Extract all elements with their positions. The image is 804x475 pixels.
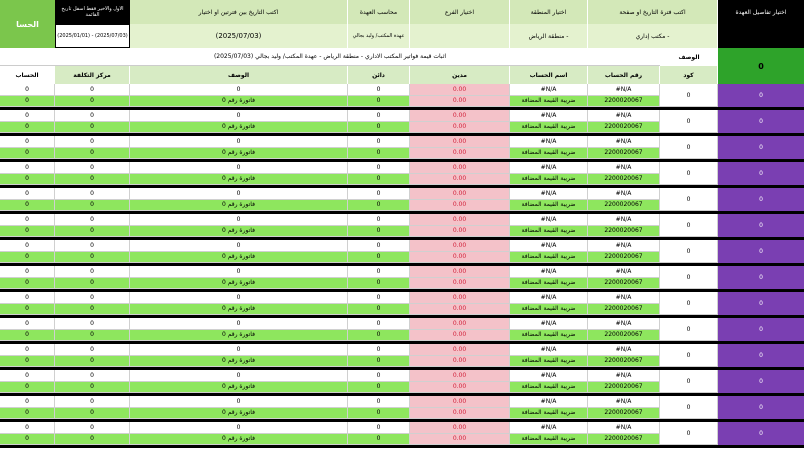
cell-account[interactable]: 0 <box>0 214 55 226</box>
cell-credit[interactable]: 0 <box>348 110 410 122</box>
cell-cost-center[interactable]: 0 <box>55 226 130 238</box>
cell-account[interactable]: 0 <box>0 330 55 342</box>
cell-account[interactable]: 0 <box>0 408 55 420</box>
cell-description[interactable]: 0 <box>130 136 348 148</box>
cell-credit[interactable]: 0 <box>348 278 410 290</box>
data-table-body <box>0 84 804 475</box>
cell-cost-center[interactable]: 0 <box>55 200 130 212</box>
cell-debit[interactable]: 0.00 <box>410 434 510 446</box>
cell-account[interactable]: 0 <box>0 382 55 394</box>
group-side-cell: 0 <box>718 422 804 445</box>
cell-code[interactable]: 0 <box>660 344 718 367</box>
cell-account-no[interactable]: #N/A <box>588 214 660 226</box>
cell-account[interactable]: 0 <box>0 292 55 304</box>
cell-account[interactable]: 0 <box>0 278 55 290</box>
header-title-date-range: اكتب التاريخ بين فترتين او اختيار <box>130 0 348 24</box>
cell-credit[interactable]: 0 <box>348 292 410 304</box>
cell-description[interactable]: فاتورة رقم 0 <box>130 408 348 420</box>
cell-credit[interactable]: 0 <box>348 382 410 394</box>
group-side-cell: 0 <box>718 344 804 367</box>
cell-credit[interactable]: 0 <box>348 318 410 330</box>
cell-account-name[interactable]: #N/A <box>510 370 588 382</box>
cell-description[interactable]: 0 <box>130 214 348 226</box>
cell-account-name[interactable]: #N/A <box>510 136 588 148</box>
cell-description[interactable]: 0 <box>130 240 348 252</box>
cell-credit[interactable]: 0 <box>348 200 410 212</box>
cell-credit[interactable]: 0 <box>348 162 410 174</box>
cell-credit[interactable]: 0 <box>348 422 410 434</box>
cell-code[interactable]: 0 <box>660 110 718 133</box>
cell-account[interactable]: 0 <box>0 434 55 446</box>
header-title-date-page: اكتب فترة التاريخ او صفحة <box>588 0 718 24</box>
header-value-date-range[interactable]: (2025/07/03) <box>130 24 348 48</box>
cell-account-name[interactable]: #N/A <box>510 396 588 408</box>
col-header-cost-center: مركز التكلفة <box>55 66 130 84</box>
cell-debit[interactable]: 0.00 <box>410 136 510 148</box>
cell-debit[interactable]: 0.00 <box>410 330 510 342</box>
cell-code[interactable]: 0 <box>660 214 718 237</box>
cell-account[interactable]: 0 <box>0 200 55 212</box>
cell-cost-center[interactable]: 0 <box>55 304 130 316</box>
cell-cost-center[interactable]: 0 <box>55 188 130 200</box>
cell-debit[interactable]: 0.00 <box>410 200 510 212</box>
cell-account-name[interactable]: #N/A <box>510 344 588 356</box>
cell-description[interactable]: 0 <box>130 422 348 434</box>
cell-debit[interactable]: 0.00 <box>410 214 510 226</box>
cell-cost-center[interactable]: 0 <box>55 162 130 174</box>
cell-description[interactable]: فاتورة رقم 0 <box>130 434 348 446</box>
cell-cost-center[interactable]: 0 <box>55 214 130 226</box>
group-side-cell: 0 <box>718 292 804 315</box>
cell-debit[interactable]: 0.00 <box>410 408 510 420</box>
col-header-code: كود <box>660 66 718 84</box>
cell-account-name[interactable]: ضريبة القيمة المضافة <box>510 226 588 238</box>
cell-credit[interactable]: 0 <box>348 252 410 264</box>
cell-cost-center[interactable]: 0 <box>55 318 130 330</box>
cell-credit[interactable]: 0 <box>348 136 410 148</box>
cell-account[interactable]: 0 <box>0 304 55 316</box>
cell-cost-center[interactable]: 0 <box>55 122 130 134</box>
cell-account-no[interactable]: #N/A <box>588 370 660 382</box>
cell-account[interactable]: 0 <box>0 240 55 252</box>
cell-account[interactable]: 0 <box>0 396 55 408</box>
col-header-account-name: اسم الحساب <box>510 66 588 84</box>
cell-account-name[interactable]: #N/A <box>510 266 588 278</box>
cell-account[interactable]: 0 <box>0 370 55 382</box>
group-side-cell: 0 <box>718 214 804 237</box>
cell-cost-center[interactable]: 0 <box>55 330 130 342</box>
cell-account[interactable]: 0 <box>0 148 55 160</box>
cell-description[interactable]: فاتورة رقم 0 <box>130 382 348 394</box>
cell-credit[interactable]: 0 <box>348 370 410 382</box>
info-bar: اثبات قيمة فواتير المكتب الاداري - منطقة الرياض - عهدة المكتب/ وليد بجالي (2025/07/03) <box>0 48 660 66</box>
cell-debit[interactable]: 0.00 <box>410 148 510 160</box>
cell-debit[interactable]: 0.00 <box>410 304 510 316</box>
cell-account-name[interactable]: ضريبة القيمة المضافة <box>510 330 588 342</box>
cell-account[interactable]: 0 <box>0 318 55 330</box>
cell-credit[interactable]: 0 <box>348 84 410 96</box>
cell-account-name[interactable]: ضريبة القيمة المضافة <box>510 148 588 160</box>
cell-account[interactable]: 0 <box>0 344 55 356</box>
cell-credit[interactable]: 0 <box>348 122 410 134</box>
cell-debit[interactable]: 0.00 <box>410 110 510 122</box>
summary-value-cell: 0 <box>718 48 804 84</box>
cell-account-name[interactable]: ضريبة القيمة المضافة <box>510 356 588 368</box>
cell-account[interactable]: 0 <box>0 122 55 134</box>
cell-account-no[interactable]: 2200020067 <box>588 382 660 394</box>
cell-account-name[interactable]: #N/A <box>510 240 588 252</box>
cell-description[interactable]: 0 <box>130 318 348 330</box>
cell-debit[interactable]: 0.00 <box>410 266 510 278</box>
cell-description[interactable]: فاتورة رقم 0 <box>130 330 348 342</box>
cell-credit[interactable]: 0 <box>348 148 410 160</box>
header-title-details: اختيار تفاصيل العهدة <box>718 0 804 24</box>
cell-account-no[interactable]: #N/A <box>588 422 660 434</box>
cell-account-no[interactable]: #N/A <box>588 318 660 330</box>
cell-debit[interactable]: 0.00 <box>410 174 510 186</box>
desc-label: الوصف <box>660 48 718 66</box>
group-side-cell: 0 <box>718 162 804 185</box>
cell-account-name[interactable]: #N/A <box>510 162 588 174</box>
cell-debit[interactable]: 0.00 <box>410 356 510 368</box>
cell-credit[interactable]: 0 <box>348 356 410 368</box>
col-header-debit: مدين <box>410 66 510 84</box>
cell-account-name[interactable]: #N/A <box>510 110 588 122</box>
cell-cost-center[interactable]: 0 <box>55 174 130 186</box>
cell-description[interactable]: 0 <box>130 292 348 304</box>
cell-description[interactable]: 0 <box>130 110 348 122</box>
header-title-region: اختيار المنطقة <box>510 0 588 24</box>
cell-cost-center[interactable]: 0 <box>55 382 130 394</box>
cell-debit[interactable]: 0.00 <box>410 292 510 304</box>
cell-debit[interactable]: 0.00 <box>410 344 510 356</box>
cell-account-name[interactable]: ضريبة القيمة المضافة <box>510 278 588 290</box>
group-side-cell: 0 <box>718 136 804 159</box>
cell-debit[interactable]: 0.00 <box>410 84 510 96</box>
cell-debit[interactable]: 0.00 <box>410 188 510 200</box>
cell-credit[interactable]: 0 <box>348 174 410 186</box>
cell-cost-center[interactable]: 0 <box>55 96 130 108</box>
cell-debit[interactable]: 0.00 <box>410 240 510 252</box>
cell-description[interactable]: 0 <box>130 162 348 174</box>
cell-account-no[interactable]: 2200020067 <box>588 226 660 238</box>
cell-account-no[interactable]: 2200020067 <box>588 330 660 342</box>
cell-credit[interactable]: 0 <box>348 96 410 108</box>
cell-account-no[interactable]: #N/A <box>588 344 660 356</box>
header-title-branch: اختيار الفرع <box>410 0 510 24</box>
cell-description[interactable]: 0 <box>130 266 348 278</box>
cell-cost-center[interactable]: 0 <box>55 434 130 446</box>
cell-credit[interactable]: 0 <box>348 214 410 226</box>
cell-account-no[interactable]: #N/A <box>588 136 660 148</box>
header-value-branch[interactable] <box>410 24 510 48</box>
group-side-cell: 0 <box>718 266 804 289</box>
header-title-first-last: الاول والاخير فقط اسفل تاريخ القائمة <box>55 0 130 24</box>
cell-account-name[interactable]: ضريبة القيمة المضافة <box>510 200 588 212</box>
cell-account[interactable]: 0 <box>0 252 55 264</box>
cell-code[interactable]: 0 <box>660 240 718 263</box>
cell-account-name[interactable]: #N/A <box>510 214 588 226</box>
cell-account[interactable]: 0 <box>0 422 55 434</box>
cell-account[interactable]: 0 <box>0 266 55 278</box>
cell-cost-center[interactable]: 0 <box>55 278 130 290</box>
group-side-cell: 0 <box>718 370 804 393</box>
cell-account-no[interactable]: #N/A <box>588 188 660 200</box>
cell-account-name[interactable]: ضريبة القيمة المضافة <box>510 434 588 446</box>
cell-cost-center[interactable]: 0 <box>55 422 130 434</box>
header-account-tag: الحسا <box>0 0 55 48</box>
cell-account-no[interactable]: 2200020067 <box>588 122 660 134</box>
cell-credit[interactable]: 0 <box>348 344 410 356</box>
group-side-cell: 0 <box>718 396 804 419</box>
cell-description[interactable]: فاتورة رقم 0 <box>130 252 348 264</box>
cell-account-no[interactable]: 2200020067 <box>588 174 660 186</box>
cell-account[interactable]: 0 <box>0 356 55 368</box>
cell-account[interactable]: 0 <box>0 136 55 148</box>
cell-account[interactable]: 0 <box>0 162 55 174</box>
cell-code[interactable]: 0 <box>660 396 718 419</box>
cell-cost-center[interactable]: 0 <box>55 110 130 122</box>
cell-account-name[interactable]: #N/A <box>510 84 588 96</box>
header-title-accountant: محاسب العهدة <box>348 0 410 24</box>
cell-credit[interactable]: 0 <box>348 330 410 342</box>
cell-account-no[interactable]: #N/A <box>588 292 660 304</box>
header-value-first-last[interactable]: (2025/01/01) - (2025/07/03) <box>55 24 130 48</box>
cell-cost-center[interactable]: 0 <box>55 240 130 252</box>
col-header-credit: دائن <box>348 66 410 84</box>
cell-account[interactable]: 0 <box>0 110 55 122</box>
cell-debit[interactable]: 0.00 <box>410 96 510 108</box>
cell-account-no[interactable]: #N/A <box>588 396 660 408</box>
cell-code[interactable]: 0 <box>660 162 718 185</box>
cell-debit[interactable]: 0.00 <box>410 318 510 330</box>
cell-cost-center[interactable]: 0 <box>55 84 130 96</box>
cell-description[interactable]: فاتورة رقم 0 <box>130 174 348 186</box>
cell-description[interactable]: فاتورة رقم 0 <box>130 200 348 212</box>
cell-code[interactable]: 0 <box>660 84 718 107</box>
cell-cost-center[interactable]: 0 <box>55 408 130 420</box>
header-value-details[interactable] <box>718 24 804 48</box>
cell-debit[interactable]: 0.00 <box>410 422 510 434</box>
cell-description[interactable]: 0 <box>130 370 348 382</box>
group-side-cell: 0 <box>718 110 804 133</box>
cell-account-no[interactable]: #N/A <box>588 84 660 96</box>
cell-cost-center[interactable]: 0 <box>55 292 130 304</box>
col-header-account: الحساب <box>0 66 55 84</box>
cell-account[interactable]: 0 <box>0 188 55 200</box>
cell-cost-center[interactable]: 0 <box>55 266 130 278</box>
cell-account[interactable]: 0 <box>0 174 55 186</box>
cell-credit[interactable]: 0 <box>348 408 410 420</box>
header-value-region[interactable]: منطقة الرياض - <box>510 24 588 48</box>
cell-account-no[interactable]: 2200020067 <box>588 408 660 420</box>
header-value-accountant[interactable]: عهدة المكتب/ وليد بجالي <box>348 24 410 48</box>
group-side-cell: 0 <box>718 84 804 107</box>
cell-debit[interactable]: 0.00 <box>410 370 510 382</box>
cell-account-name[interactable]: ضريبة القيمة المضافة <box>510 96 588 108</box>
cell-debit[interactable]: 0.00 <box>410 278 510 290</box>
group-side-cell: 0 <box>718 188 804 211</box>
cell-code[interactable]: 0 <box>660 266 718 289</box>
cell-code[interactable]: 0 <box>660 292 718 315</box>
cell-account-name[interactable]: ضريبة القيمة المضافة <box>510 382 588 394</box>
cell-credit[interactable]: 0 <box>348 240 410 252</box>
cell-debit[interactable]: 0.00 <box>410 382 510 394</box>
cell-code[interactable]: 0 <box>660 318 718 341</box>
cell-description[interactable]: 0 <box>130 344 348 356</box>
cell-credit[interactable]: 0 <box>348 266 410 278</box>
cell-code[interactable]: 0 <box>660 422 718 445</box>
cell-account-no[interactable]: #N/A <box>588 266 660 278</box>
cell-cost-center[interactable]: 0 <box>55 370 130 382</box>
cell-debit[interactable]: 0.00 <box>410 162 510 174</box>
cell-description[interactable]: فاتورة رقم 0 <box>130 226 348 238</box>
col-header-account-no: رقم الحساب <box>588 66 660 84</box>
cell-account-no[interactable]: 2200020067 <box>588 356 660 368</box>
group-separator <box>0 445 804 448</box>
cell-description[interactable]: 0 <box>130 188 348 200</box>
cell-cost-center[interactable]: 0 <box>55 396 130 408</box>
cell-account[interactable]: 0 <box>0 96 55 108</box>
cell-account-no[interactable]: 2200020067 <box>588 278 660 290</box>
cell-credit[interactable]: 0 <box>348 226 410 238</box>
cell-account-no[interactable]: 2200020067 <box>588 200 660 212</box>
cell-credit[interactable]: 0 <box>348 304 410 316</box>
cell-account-name[interactable]: #N/A <box>510 422 588 434</box>
cell-description[interactable]: فاتورة رقم 0 <box>130 356 348 368</box>
cell-cost-center[interactable]: 0 <box>55 356 130 368</box>
cell-debit[interactable]: 0.00 <box>410 122 510 134</box>
cell-cost-center[interactable]: 0 <box>55 148 130 160</box>
cell-account-name[interactable]: #N/A <box>510 188 588 200</box>
cell-account-name[interactable]: ضريبة القيمة المضافة <box>510 122 588 134</box>
cell-code[interactable]: 0 <box>660 188 718 211</box>
cell-description[interactable]: 0 <box>130 84 348 96</box>
group-side-cell: 0 <box>718 240 804 263</box>
cell-account[interactable]: 0 <box>0 226 55 238</box>
cell-credit[interactable]: 0 <box>348 188 410 200</box>
cell-account-name[interactable]: #N/A <box>510 318 588 330</box>
cell-account-name[interactable]: #N/A <box>510 292 588 304</box>
cell-code[interactable]: 0 <box>660 370 718 393</box>
cell-cost-center[interactable]: 0 <box>55 344 130 356</box>
header-value-date-page[interactable]: مكتب إداري - <box>588 24 718 48</box>
cell-description[interactable]: فاتورة رقم 0 <box>130 278 348 290</box>
cell-description[interactable]: فاتورة رقم 0 <box>130 304 348 316</box>
cell-description[interactable]: 0 <box>130 396 348 408</box>
cell-account-no[interactable]: 2200020067 <box>588 434 660 446</box>
cell-debit[interactable]: 0.00 <box>410 252 510 264</box>
cell-account-name[interactable]: ضريبة القيمة المضافة <box>510 252 588 264</box>
cell-description[interactable]: فاتورة رقم 0 <box>130 122 348 134</box>
cell-description[interactable]: فاتورة رقم 0 <box>130 148 348 160</box>
cell-account-no[interactable]: #N/A <box>588 110 660 122</box>
cell-description[interactable]: فاتورة رقم 0 <box>130 96 348 108</box>
cell-account-name[interactable]: ضريبة القيمة المضافة <box>510 174 588 186</box>
cell-account-no[interactable]: 2200020067 <box>588 252 660 264</box>
cell-credit[interactable]: 0 <box>348 396 410 408</box>
cell-cost-center[interactable]: 0 <box>55 136 130 148</box>
cell-account-name[interactable]: ضريبة القيمة المضافة <box>510 408 588 420</box>
cell-debit[interactable]: 0.00 <box>410 396 510 408</box>
cell-account[interactable]: 0 <box>0 84 55 96</box>
cell-cost-center[interactable]: 0 <box>55 252 130 264</box>
cell-account-name[interactable]: ضريبة القيمة المضافة <box>510 304 588 316</box>
col-header-description: الوصف <box>130 66 348 84</box>
cell-credit[interactable]: 0 <box>348 434 410 446</box>
cell-account-no[interactable]: 2200020067 <box>588 96 660 108</box>
cell-account-no[interactable]: #N/A <box>588 240 660 252</box>
cell-account-no[interactable]: 2200020067 <box>588 304 660 316</box>
cell-account-no[interactable]: 2200020067 <box>588 148 660 160</box>
group-side-cell: 0 <box>718 318 804 341</box>
cell-debit[interactable]: 0.00 <box>410 226 510 238</box>
cell-code[interactable]: 0 <box>660 136 718 159</box>
cell-account-no[interactable]: #N/A <box>588 162 660 174</box>
